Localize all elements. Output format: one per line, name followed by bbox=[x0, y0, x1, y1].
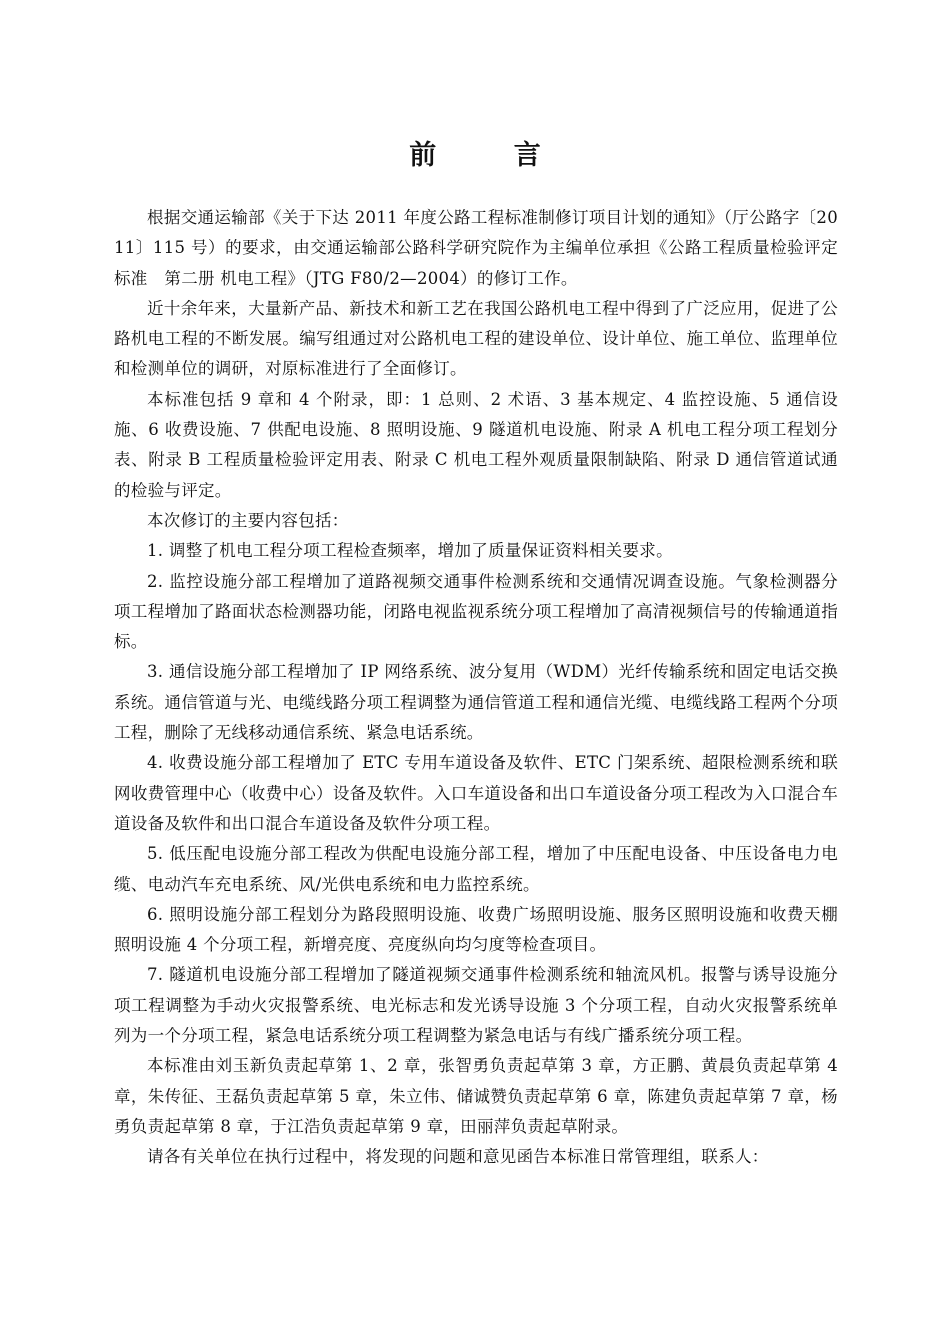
paragraph-authors: 本标准由刘玉新负责起草第 1、2 章，张智勇负责起草第 3 章，方正鹏、黄晨负责起草第 4 章，朱传征、王磊负责起草第 5 章，朱立伟、储诚赞负责起草第 6 章，陈建负责起草第 7 章，杨勇负责起草第 8 章，于江浩负责起草第 9 章，田丽萍负责起草附录。 bbox=[114, 1056, 838, 1136]
paragraph-revision-item-7: 7. 隧道机电设施分部工程增加了隧道视频交通事件检测系统和轴流风机。报警与诱导设施分项工程调整为手动火灾报警系统、电光标志和发光诱导设施 3 个分项工程，自动火灾报警系统单列为一个分项工程，紧急电话系统分项工程调整为紧急电话与有线广播系统分项工程。 bbox=[114, 965, 838, 1046]
paragraph-basis: 根据交通运输部《关于下达 2011 年度公路工程标准制修订项目计划的通知》（厅公路字〔2011〕115 号）的要求，由交通运输部公路科学研究院作为主编单位承担《公路工程质量检验评定标准 第二册 机电工程》（JTG F80/2—2004）的修订工作。 bbox=[114, 208, 838, 288]
body-text bbox=[114, 203, 838, 1173]
paragraph-revision-item-1: 1. 调整了机电工程分项工程检查频率，增加了质量保证资料相关要求。 bbox=[147, 541, 673, 561]
paragraph-background: 近十余年来，大量新产品、新技术和新工艺在我国公路机电工程中得到了广泛应用，促进了公路机电工程的不断发展。编写组通过对公路机电工程的建设单位、设计单位、施工单位、监理单位和检测单位的调研，对原标准进行了全面修订。 bbox=[114, 298, 838, 379]
paragraph-revision-item-6: 6. 照明设施分部工程划分为路段照明设施、收费广场照明设施、服务区照明设施和收费天棚照明设施 4 个分项工程，新增亮度、亮度纵向均匀度等检查项目。 bbox=[114, 904, 838, 955]
page-title: 前 言 bbox=[409, 140, 575, 171]
paragraph-structure: 本标准包括 9 章和 4 个附录，即：1 总则、2 术语、3 基本规定、4 监控设施、5 通信设施、6 收费设施、7 供配电设施、8 照明设施、9 隧道机电设施、附录 A 机电工程分项工程划分表、附录 B 工程质量检验评定用表、附录 C 机电工程外观质量限制缺陷、附录 D 通信管道试通的检验与评定。 bbox=[114, 389, 838, 500]
paragraph-revision-item-4: 4. 收费设施分部工程增加了 ETC 专用车道设备及软件、ETC 门架系统、超限检测系统和联网收费管理中心（收费中心）设备及软件。入口车道设备和出口车道设备分项工程改为入口混合车道设备及软件和出口混合车道设备及软件分项工程。 bbox=[114, 753, 838, 833]
paragraph-revision-item-5: 5. 低压配电设施分部工程改为供配电设施分部工程，增加了中压配电设备、中压设备电力电缆、电动汽车充电系统、风/光供电系统和电力监控系统。 bbox=[114, 844, 838, 894]
paragraph-revision-intro: 本次修订的主要内容包括： bbox=[147, 510, 349, 530]
paragraph-feedback: 请各有关单位在执行过程中，将发现的问题和意见函告本标准日常管理组，联系人： bbox=[147, 1147, 769, 1167]
paragraph-revision-item-2: 2. 监控设施分部工程增加了道路视频交通事件检测系统和交通情况调查设施。气象检测器分项工程增加了路面状态检测器功能，闭路电视监视系统分项工程增加了高清视频信号的传输通道指标。 bbox=[114, 571, 838, 652]
paragraph-revision-item-3: 3. 通信设施分部工程增加了 IP 网络系统、波分复用（WDM）光纤传输系统和固定电话交换系统。通信管道与光、电缆线路分项工程调整为通信管道工程和通信光缆、电缆线路工程两个分项工程，删除了无线移动通信系统、紧急电话系统。 bbox=[114, 662, 838, 743]
